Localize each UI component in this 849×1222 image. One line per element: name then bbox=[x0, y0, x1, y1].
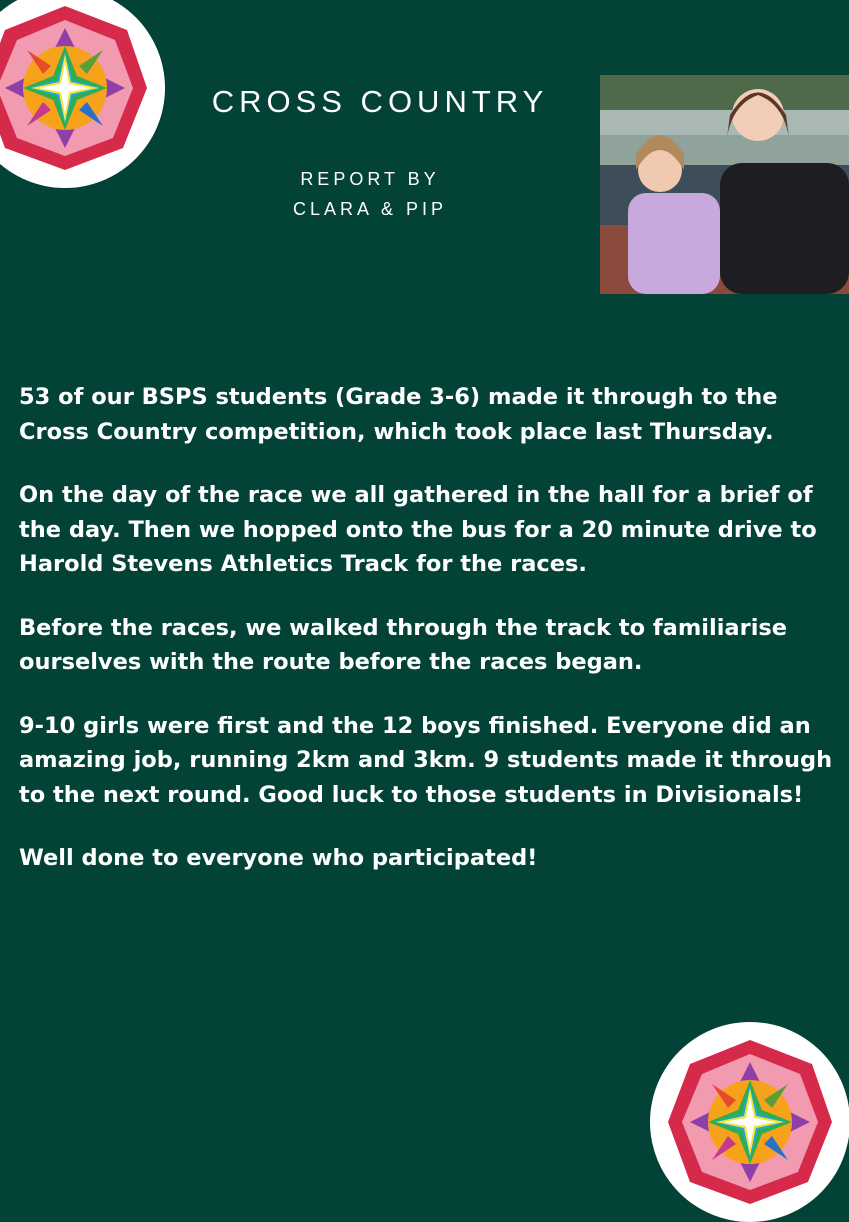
school-logo-top bbox=[0, 0, 165, 188]
paragraph-results: 9-10 girls were first and the 12 boys finished. Everyone did an amazing job, running 2km and 3km. 9 students made it through to the next round. Good luck to those students in Divisionals! bbox=[19, 712, 833, 808]
star-mandala-icon bbox=[0, 0, 165, 188]
star-mandala-icon bbox=[650, 1022, 849, 1222]
paragraph-race-day: On the day of the race we all gathered in the hall for a brief of the day. Then we hopped onto the bus for a 20 minute drive to Harold Stevens Athletics Track for the races. bbox=[19, 482, 817, 577]
paragraph-closing: Well done to everyone who participated! bbox=[19, 845, 538, 871]
paragraph-before-races: Before the races, we walked through the track to familiarise ourselves with the route before the races began. bbox=[19, 614, 788, 675]
report-body bbox=[19, 380, 839, 905]
byline-label: REPORT BY bbox=[300, 169, 440, 189]
student-photo bbox=[600, 75, 849, 294]
page-title: CROSS COUNTRY bbox=[211, 84, 549, 119]
photo-of-two-students-icon bbox=[600, 75, 849, 294]
byline bbox=[240, 164, 500, 224]
byline-authors: CLARA & PIP bbox=[292, 199, 448, 219]
school-logo-bottom bbox=[650, 1022, 849, 1222]
paragraph-intro: 53 of our BSPS students (Grade 3-6) made it through to the Cross Country competition, which took place last Thursday. bbox=[19, 384, 778, 445]
